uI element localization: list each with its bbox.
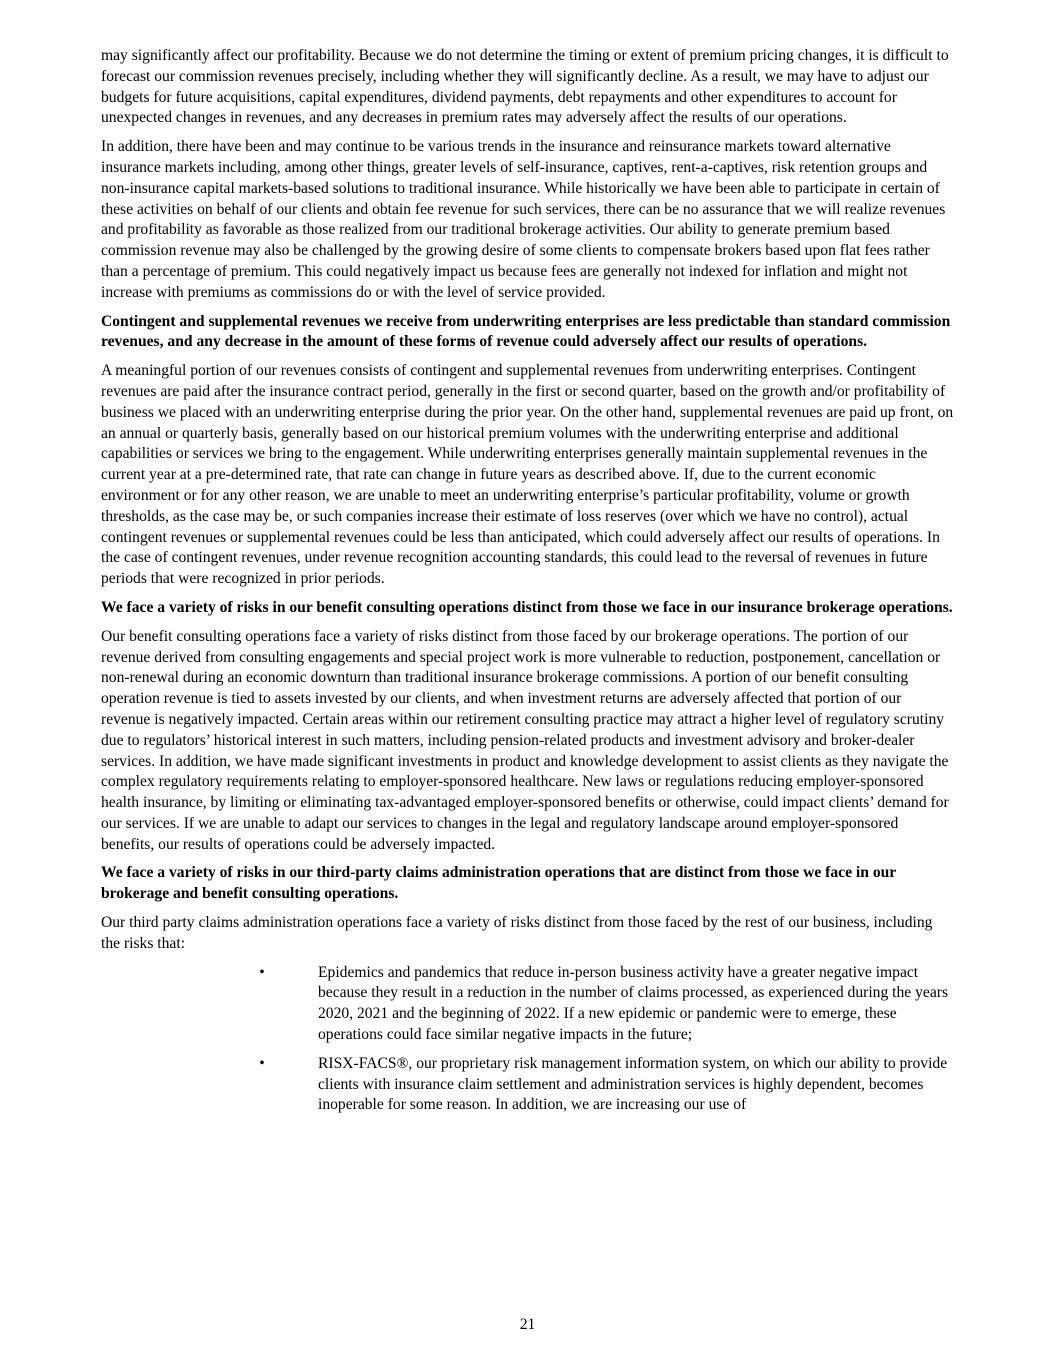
section-heading: We face a variety of risks in our third-party claims administration operations that are distinct from those we face in our brokerage and benefit consulting operations. — [101, 864, 896, 903]
body-paragraph: Our third party claims administration operations face a variety of risks distinct from those faced by the rest of our business, including the risks that: — [101, 914, 933, 952]
bullet-item — [101, 963, 954, 1046]
bullet-item — [101, 1054, 954, 1116]
bullet-icon: • — [259, 963, 265, 981]
section-heading: We face a variety of risks in our benefit consulting operations distinct from those we face in our insurance brokerage operations. — [101, 598, 953, 616]
body-paragraph: may significantly affect our profitability. Because we do not determine the timing or extent of premium pricing changes, it is difficult to forecast our commission revenues precisely, including whether they will significantly decline. As a result, we may have to adjust our budgets for future acquisitions, capital expenditures, dividend payments, debt repayments and other expenditures to account for unexpected changes in revenues, and any decreases in premium rates may adversely affect the results of our operations. — [101, 47, 949, 127]
body-paragraph: In addition, there have been and may continue to be various trends in the insurance and reinsurance markets toward alternative insurance markets including, among other things, greater levels of self-insurance, captives, rent-a-captives, risk retention groups and non-insurance capital markets-based solutions to traditional insurance. While historically we have been able to participate in certain of these activities on behalf of our clients and obtain fee revenue for such services, there can be no assurance that we will realize revenues and profitability as favorable as those realized from our traditional brokerage activities. Our ability to generate premium based commission revenue may also be challenged by the growing desire of some clients to compensate brokers based upon flat fees rather than a percentage of premium. This could negatively impact us because fees are generally not indexed for inflation and might not increase with premiums as commissions do or with the level of service provided. — [101, 138, 946, 301]
document-body — [101, 46, 954, 1124]
body-paragraph: Our benefit consulting operations face a variety of risks distinct from those faced by our brokerage operations. The portion of our revenue derived from consulting engagements and special project work is more vulnerable to reduction, postponement, cancellation or non-renewal during an economic downturn than traditional insurance brokerage commissions. A portion of our benefit consulting operation revenue is tied to assets invested by our clients, and when investment returns are adversely affected that portion of our revenue is negatively impacted. Certain areas within our retirement consulting practice may attract a higher level of regulatory scrutiny due to regulators’ historical interest in such matters, including pension-related products and investment advisory and broker-dealer services. In addition, we have made significant investments in product and knowledge development to assist clients as they navigate the complex regulatory requirements relating to employer-sponsored healthcare. New laws or regulations reducing employer-sponsored health insurance, by limiting or eliminating tax-advantaged employer-sponsored benefits or otherwise, could impact clients’ demand for our services. If we are unable to adapt our services to changes in the legal and regulatory landscape around employer-sponsored benefits, our results of operations could be adversely impacted. — [101, 627, 949, 853]
bullet-icon: • — [259, 1054, 265, 1072]
bullet-text: RISX-FACS®, our proprietary risk management information system, on which our ability to provide clients with insurance claim settlement and administration services is highly dependent, becomes inoperable for some reason. In addition, we are increasing our use of — [318, 1054, 948, 1114]
page-number: 21 — [519, 1316, 536, 1333]
bullet-text: Epidemics and pandemics that reduce in-person business activity have a greater negative impact because they result in a reduction in the number of claims processed, as experienced during the years 2020, 2021 and the beginning of 2022. If a new epidemic or pandemic were to emerge, these operations could face similar negative impacts in the future; — [318, 963, 949, 1044]
section-heading: Contingent and supplemental revenues we receive from underwriting enterprises are less predictable than standard commission revenues, and any decrease in the amount of these forms of revenue could adversely affect our results of operations. — [101, 312, 951, 351]
body-paragraph: A meaningful portion of our revenues consists of contingent and supplemental revenues from underwriting enterprises. Contingent revenues are paid after the insurance contract period, generally in the first or second quarter, based on the growth and/or profitability of business we placed with an underwriting enterprise during the prior year. On the other hand, supplemental revenues are paid up front, on an annual or quarterly basis, generally based on our historical premium volumes with the underwriting enterprise and additional capabilities or services we bring to the engagement. While underwriting enterprises generally maintain supplemental revenues in the current year at a pre-determined rate, that rate can change in future years as described above. If, due to the current economic environment or for any other reason, we are unable to meet an underwriting enterprise’s particular profitability, volume or growth thresholds, as the case may be, or such companies increase their estimate of loss reserves (over which we have no control), actual contingent revenues or supplemental revenues could be less than anticipated, which could adversely affect our results of operations. In the case of contingent revenues, under revenue recognition accounting standards, this could lead to the reversal of revenues in future periods that were recognized in prior periods. — [101, 362, 954, 588]
